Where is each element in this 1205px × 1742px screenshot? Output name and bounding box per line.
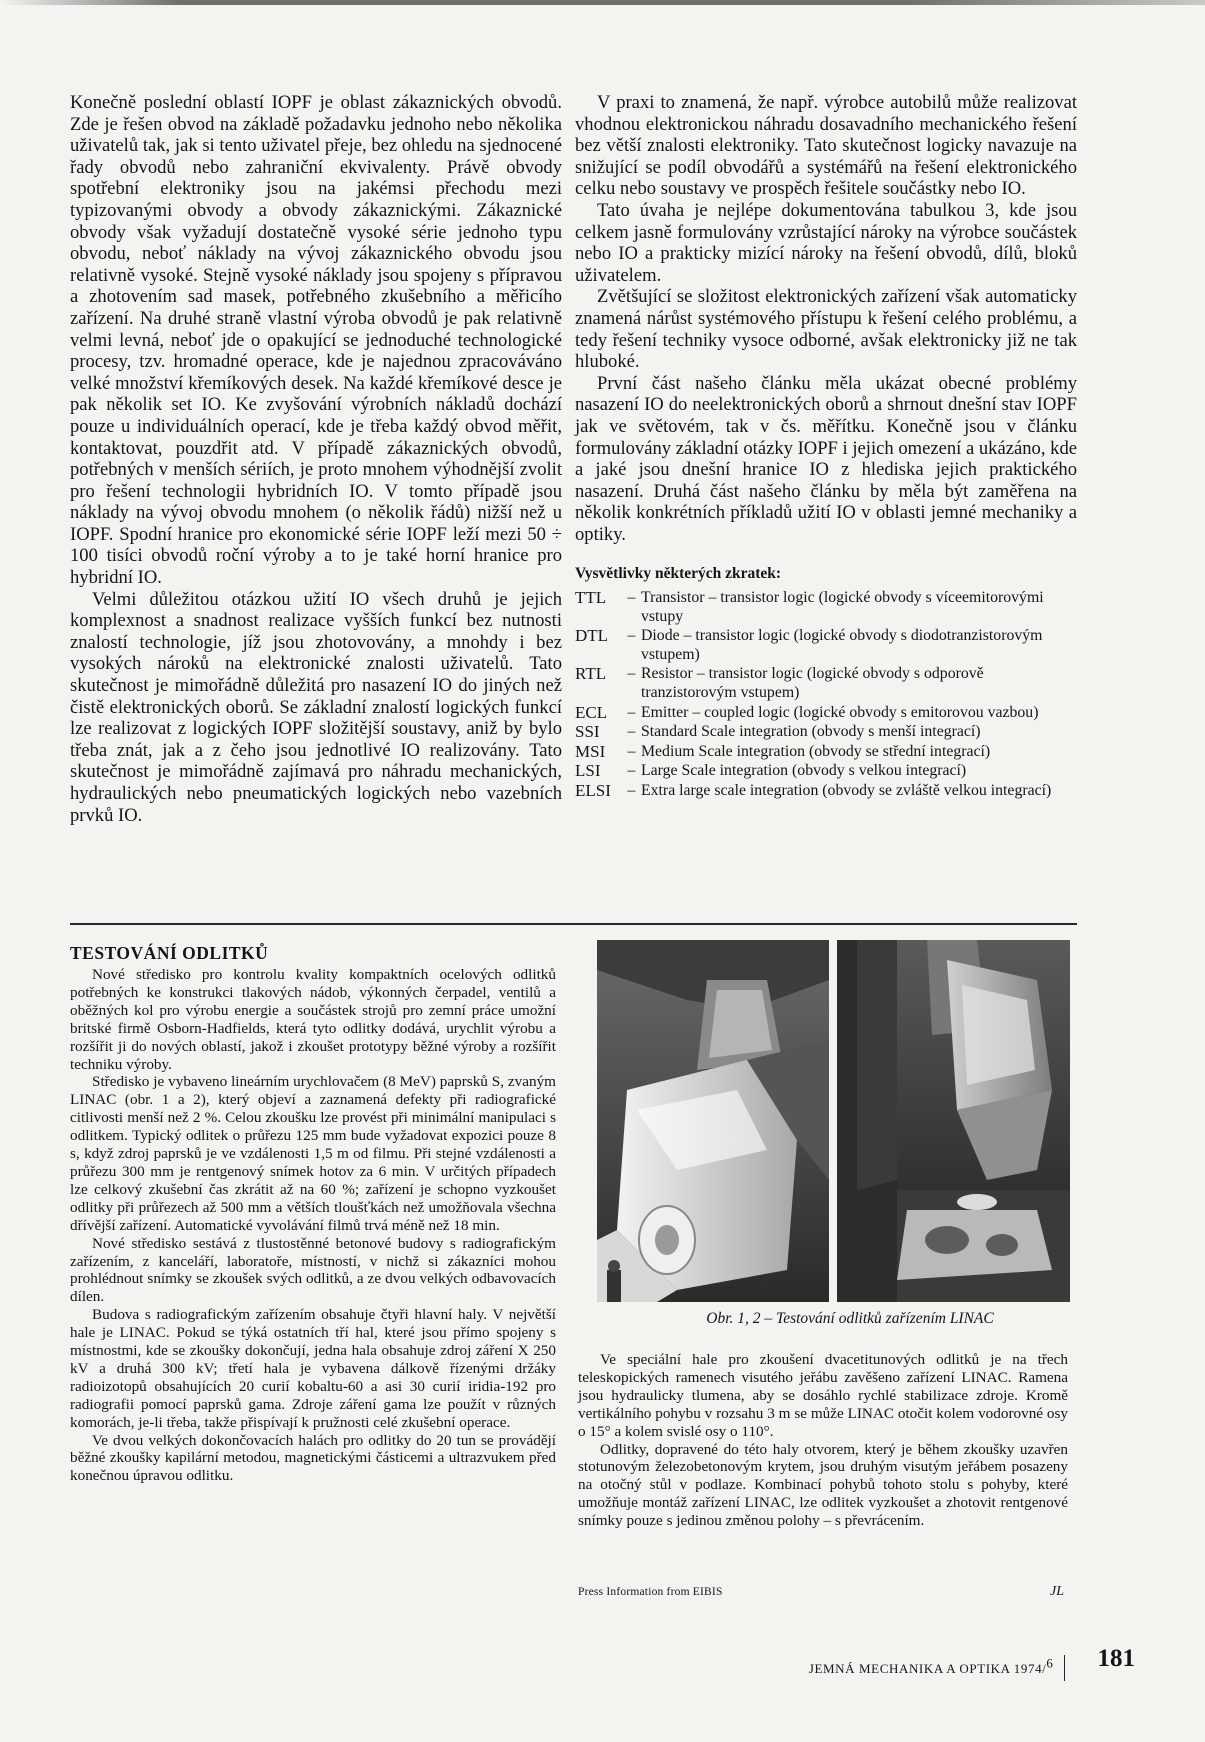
- paragraph: Středisko je vybaveno lineárním urychlovačem (8 MeV) paprsků S, zvaným LINAC (obr. 1 a 2), který objeví a zaznamená defekty při radiografické citlivosti menší než 2 %. Celou zkoušku lze provést při minimální manipulaci s odlitkem. Typický odlitek o průřezu 125 mm bude vyžadovat expozici pouze 8 s, když zdroj paprsků je ve vzdálenosti 1,5 m od filmu. Při stejné vzdálenosti a průřezu 300 mm je rentgenový snímek hotov za 6 min. V určitých případech lze celkový zkušební čas zkrátit až na 60 %; zařízení je schopno vyzkoušet odlitky při průřezech až 500 mm a větších tloušťkách než umožňovala všechna dřívější zařízení. Automatické vyvolávání filmů trvá méně než 18 min.: [70, 1073, 556, 1234]
- abbreviation-desc: Large Scale integration (obvody s velkou integrací): [641, 762, 967, 780]
- issue-number: 6: [1046, 1655, 1054, 1671]
- paragraph: Odlitky, dopravené do této haly otvorem, který je během zkoušky uzavřen stotunovým železobetonovým krytem, jsou druhým visutým jeřábem posazeny na otočný stůl v podlaze. Kombinací pohybů tohoto stolu s pohyby, které umožňuje montáž zařízení LINAC, lze odlitek vyzkoušet a zhotovit rentgenové snímky pouze s jedinou změnou polohy – s převrácením.: [578, 1440, 1068, 1530]
- paragraph: Nové středisko sestává z tlustostěnné betonové budovy s radiografickým zařízením, z kanceláří, laboratoře, místností, v nichž si zákazníci mohou prohlédnout snímky se zkoušek svých odlitků, a ze dvou velkých odbavovacích dílen.: [70, 1234, 556, 1306]
- abbreviation-dash: –: [627, 665, 636, 683]
- abbreviation-dash: –: [627, 589, 636, 607]
- paragraph: Nové středisko pro kontrolu kvality kompaktních ocelových odlitků potřebných ke konstrukci tlakových nádob, výkonných čerpadel, ventilů a oběžných kol pro výrobu energie a součástek strojů pro zemní práce umožní britské firmě Osborn-Hadfields, která tyto odlitky dodává, urychlit výrobu a rozšířit ji do nových oblastí, jakož i zkoušet prototypy běžné výroby a rozšířit techniku výroby.: [70, 966, 556, 1073]
- paragraph: Tato úvaha je nejlépe dokumentována tabulkou 3, kde jsou celkem jasně formulovány vzrůstající nároky na výrobce součástek nebo IO a prakticky mizící nároky na řešení obvodů, dílů, bloků uživatelem.: [575, 199, 1077, 286]
- abbreviation-item: [575, 627, 1077, 664]
- abbreviation-dash: –: [627, 742, 636, 760]
- abbreviation-key: ELSI: [575, 781, 611, 800]
- article-right-column: [575, 92, 1077, 802]
- abbreviation-dash: –: [627, 782, 636, 799]
- section-right-column: [578, 1351, 1068, 1530]
- paragraph: Budova s radiografickým zařízením obsahuje čtyři hlavní haly. V největší hale je LINAC. Pokud se týká ostatních tří hal, které jsou přímo spojeny s místnostmi, kde se zkoušky dokončují, jedna hala obsahuje zdroj záření X 250 kV a druhá 300 kV; třetí hala je vybavena dálkově řízenými držáky radioizotopů obsahujících 20 curií kobaltu-60 a asi 30 curií iridia-192 pro radiografii pomocí paprsků gama. Zdroje záření gama lze použít v různých komorách, je-li třeba, takže přispívají k pružnosti celé zkušební operace.: [70, 1306, 556, 1431]
- abbreviation-key: TTL: [575, 588, 607, 608]
- photo-linac-1: [597, 940, 829, 1302]
- photo-linac-2: [837, 940, 1070, 1302]
- paragraph: První část našeho článku měla ukázat obecné problémy nasazení IO do neelektronických oborů a shrnout dnešní stav IOPF jak ve světovém, tak v čs. měřítku. Konečně jsou v článku formulovány základní otázky IOPF i jejich omezení a ukázáno, kde a jaké jsou dnešní hranice IO z hlediska jejich praktického nasazení. Druhá část našeho článku by měla být zaměřena na několik konkrétních příkladů užití IO v oblasti jemné mechaniky a optiky.: [575, 372, 1077, 545]
- paragraph: Velmi důležitou otázkou užití IO všech druhů je jejich komplexnost a snadnost realizace vyšších funkcí bez nutnosti znalostí technologie, jíž jsou zhotovovány, a mnohdy i bez vysokých nároků na elektronické znalosti uživatelů. Tato skutečnost je mimořádně důležitá pro nasazení IO do jiných než čistě elektronických oborů. Se základní znalostí logických funkcí lze realizovat z logických IOPF složitější soustavy, aniž by bylo třeba znát, jak a z čeho jsou jednotlivé IO realizovány. Tato skutečnost je mimořádně zajímavá pro náhradu mechanických, hydraulických nebo pneumatických logických nebo vazebních prvků IO.: [70, 588, 562, 826]
- journal-name: JEMNÁ MECHANIKA A OPTIKA 1974/: [808, 1661, 1047, 1676]
- figure-caption: Obr. 1, 2 – Testování odlitků zařízením LINAC: [706, 1310, 994, 1327]
- journal-footer: [809, 1655, 1075, 1677]
- paragraph: V praxi to znamená, že např. výrobce autobilů může realizovat vhodnou elektronickou náhradu dosavadního mechanického řešení bez větší znalosti elektroniky. Tato skutečnost logicky navazuje na snižující se podíl obvodářů a systémářů na řešení elektronického celku nebo soustavy ve prospěch řešitele součástky nebo IO.: [575, 92, 1077, 200]
- abbreviation-key: RTL: [575, 664, 607, 684]
- abbreviation-item: [575, 743, 1077, 762]
- author-initials: JL: [1050, 1584, 1064, 1599]
- article-left-column: [70, 92, 562, 826]
- abbreviation-key: LSI: [575, 761, 601, 781]
- abbreviations-list: [575, 589, 1077, 801]
- abbreviation-item: [575, 762, 1077, 781]
- top-scan-edge: [0, 0, 1205, 5]
- abbreviation-desc: Medium Scale integration (obvody se střední integrací): [641, 742, 991, 760]
- page-number: 181: [1097, 1645, 1135, 1672]
- abbreviation-dash: –: [627, 762, 636, 780]
- abbreviation-dash: –: [627, 723, 636, 741]
- abbreviation-item: [575, 723, 1077, 742]
- footer-separator: [1064, 1655, 1066, 1681]
- abbreviations-title: Vysvětlivky některých zkratek:: [575, 565, 782, 583]
- photo-figure: [597, 940, 1070, 1302]
- abbreviation-desc: Extra large scale integration (obvody se zvláště velkou integrací): [641, 782, 1052, 799]
- abbreviation-desc: Standard Scale integration (obvody s menší integrací): [641, 723, 981, 741]
- paragraph: Konečně poslední oblastí IOPF je oblast zákaznických obvodů. Zde je řešen obvod na základě požadavku jednoho nebo několika uživatelů tak, jak si tento uživatel přeje, bez ohledu na sjednocené řady obvodů nebo zahraniční ekvivalenty. Právě obvody spotřební elektroniky jsou na jakémsi přechodu mezi typizovanými obvody a obvody zákaznickými. Zákaznické obvody však vyžadují dostatečně vysoké série jednoho typu obvodu, neboť náklady na vývoj zákaznického obvodu jsou relativně vysoké. Stejně vysoké náklady jsou spojeny s přípravou a zhotovením sad masek, potřebného zkušebního a měřicího zařízení. Na druhé straně vlastní výroba obvodů je pak relativně velmi levná, neboť jde o opakující se jednoduché technologické procesy, tzv. hromadné operace, kde je najednou zpracováváno velké množství křemíkových desek. Na každé křemíkové desce je pak několik set IO. Ke zvyšování výrobních nákladů dochází pouze u individuálních operací, kde je třeba každý obvod měřit, kontaktovat, pouzdřit atd. V případě zákaznických obvodů, potřebných v menších sériích, je proto mnohem výhodnější zvolit pro řešení technologii hybridních IO. V tomto případě jsou náklady na vývoj obvodu mnohem (o několik řádů) nižší než u IOPF. Spodní hranice pro ekonomické série IOPF leží mezi 50 ÷ 100 tisíci obvodů roční výroby a to je také horní hranice pro hybridní IO.: [70, 92, 562, 589]
- press-credit: Press Information from EIBIS: [578, 1586, 723, 1598]
- abbreviation-dash: –: [627, 627, 636, 645]
- abbreviation-key: MSI: [575, 741, 606, 761]
- abbreviation-desc: Resistor – transistor logic (logické obvody s odporově tranzistorovým vstupem): [641, 665, 984, 702]
- abbreviation-key: ECL: [575, 702, 608, 722]
- paragraph: Ve speciální hale pro zkoušení dvacetitunových odlitků je na třech teleskopických ramenech visutého jeřábu zavěšeno zařízení LINAC. Ramena jsou hydraulicky tlumena, aby se dosáhlo rychlé stabilizace zdroje. Kromě vertikálního pohybu v rozsahu 3 m se může LINAC otočit kolem vodorovné osy o 15° a kolem svislé osy o 110°.: [578, 1351, 1068, 1440]
- section-left-column: [70, 966, 556, 1485]
- abbreviation-key: SSI: [575, 722, 600, 742]
- abbreviation-item: [575, 589, 1077, 626]
- abbreviation-key: DTL: [575, 626, 609, 646]
- abbreviation-desc: Emitter – coupled logic (logické obvody s emitorovou vazbou): [641, 703, 1039, 721]
- abbreviation-desc: Diode – transistor logic (logické obvody s diodotranzistorovým vstupem): [641, 627, 1043, 663]
- abbreviation-item: [575, 665, 1077, 702]
- abbreviation-dash: –: [627, 703, 636, 721]
- paragraph: Zvětšující se složitost elektronických zařízení však automaticky znamená nárůst systémového přístupu k řešení celého problému, a tedy řešení techniky vysoce odborné, avšak elektronicky již ne tak hluboké.: [575, 286, 1077, 373]
- abbreviation-item: [575, 704, 1077, 723]
- abbreviation-desc: Transistor – transistor logic (logické obvody s víceemitorovými vstupy: [641, 589, 1044, 625]
- section-divider: [70, 923, 1077, 925]
- section-title: TESTOVÁNÍ ODLITKŮ: [70, 943, 269, 963]
- abbreviation-item: [575, 782, 1077, 801]
- paragraph: Ve dvou velkých dokončovacích halách pro odlitky do 20 tun se provádějí běžné zkoušky kapilární metodou, magnetickými částicemi a ultrazvukem před konečnou úpravou odlitku.: [70, 1431, 556, 1485]
